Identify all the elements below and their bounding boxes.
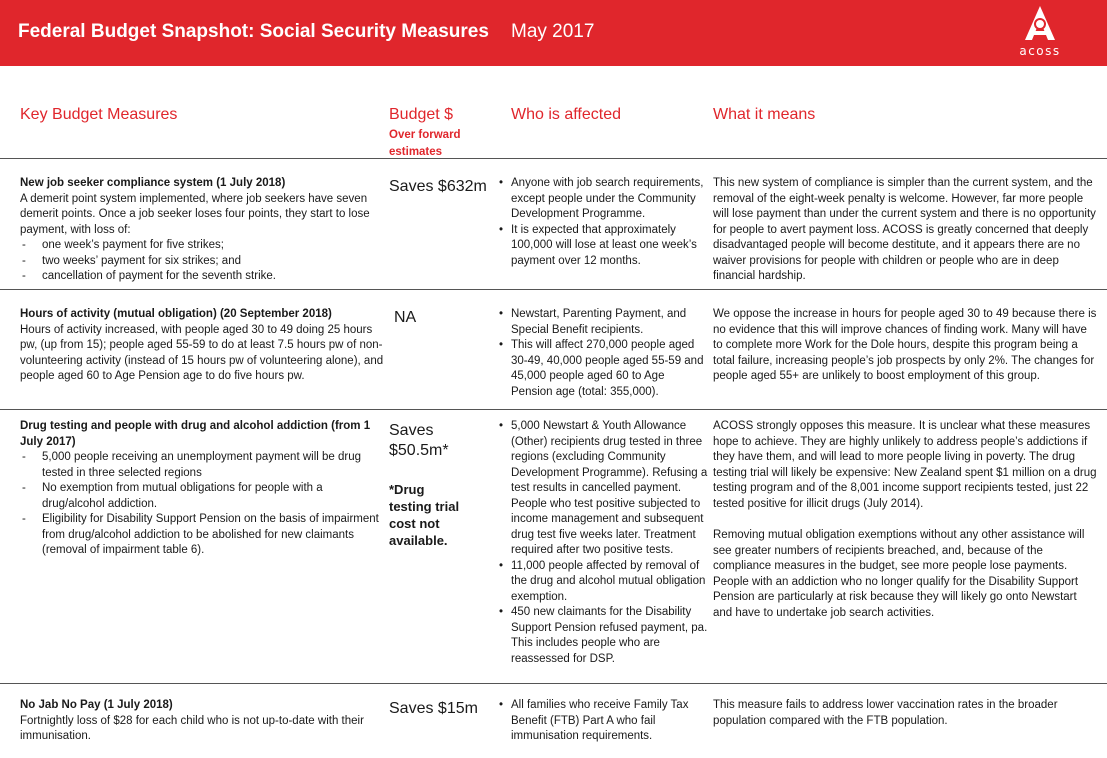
who-item: • Anyone with job search requirements, except people under the Community Development Programme. [499, 176, 709, 223]
column-header-who: Who is affected [511, 106, 621, 123]
who-list [499, 419, 709, 667]
who-item: • 11,000 people affected by removal of the drug and alcohol mutual obligation exemption. [499, 559, 709, 606]
who-item: • 5,000 Newstart & Youth Allowance (Other) recipients drug tested in three regions (excluding Community Development Programme). Refusing a test results in cancelled payment. People who test positive subjected to income management and subsequent drug test five weeks later. Treatment required after two positive tests. [499, 419, 709, 559]
measure-point: - 5,000 people receiving an unemployment payment will be drug tested in three selected regions [20, 450, 382, 481]
who-list [499, 698, 709, 745]
divider [0, 158, 1107, 159]
what-paragraph: This new system of compliance is simpler than the current system, and the removal of the eight-week penalty is welcome. However, far more people will lose payment than under the current system and there is no opportunity for people to avert payment loss. ACOSS is greatly concerned that deeply disadvantaged people will become destitute, and it appears there are no waiver provisions for people with children or people who are in deep financial hardship. [713, 177, 1096, 282]
measure-cell [20, 698, 386, 745]
budget-note: *Drug testing trial cost not available. [389, 482, 460, 548]
who-item: • It is expected that approximately 100,000 will lose at least one week’s payment over 12 months. [499, 223, 709, 270]
who-cell [499, 307, 709, 400]
measure-cell [20, 419, 382, 559]
what-paragraph: This measure fails to address lower vaccination rates in the broader population compared with the FTB population. [713, 699, 1058, 727]
who-item: • Newstart, Parenting Payment, and Special Benefit recipients. [499, 307, 709, 338]
who-cell [499, 176, 709, 269]
who-list [499, 307, 709, 400]
who-cell [499, 698, 709, 745]
measure-title: Hours of activity (mutual obligation) (20 September 2018) [20, 308, 332, 320]
logo-mark-icon [1013, 4, 1067, 46]
measure-description: A demerit point system implemented, where job seekers have seven demerit points. Once a job seeker loses four points, they start to lose payment, with loss of: [20, 192, 370, 236]
who-cell [499, 419, 709, 667]
divider [0, 289, 1107, 290]
divider [0, 683, 1107, 684]
who-item: • This will affect 270,000 people aged 30-49, 40,000 people aged 55-59 and 45,000 people aged 60 to Age Pension age (total: 355,000). [499, 338, 709, 400]
measure-title: No Jab No Pay (1 July 2018) [20, 699, 173, 711]
budget-amount: Saves $632m [389, 178, 487, 195]
measure-title: Drug testing and people with drug and alcohol addiction (from 1 July 2017) [20, 420, 371, 448]
measure-points [20, 450, 382, 559]
measure-point: - one week’s payment for five strikes; [20, 238, 386, 254]
budget-cell [389, 177, 504, 197]
measure-point: - two weeks’ payment for six strikes; and [20, 254, 386, 270]
measure-description: Fortnightly loss of $28 for each child who is not up-to-date with their immunisation. [20, 714, 364, 742]
measure-points [20, 238, 386, 285]
page-date: May 2017 [511, 21, 595, 42]
who-item: • All families who receive Family Tax Benefit (FTB) Part A who fail immunisation requirements. [499, 698, 709, 745]
budget-cell [389, 699, 504, 719]
budget-amount: Saves $50.5m* [389, 422, 449, 459]
who-item: • 450 new claimants for the Disability Support Pension refused payment, pa. This includes people who are reassessed for DSP. [499, 605, 709, 667]
header-banner [0, 0, 1107, 66]
what-cell [713, 176, 1099, 285]
acoss-logo [1013, 4, 1067, 60]
page-title: Federal Budget Snapshot: Social Security Measures [18, 21, 489, 42]
measure-cell [20, 307, 386, 385]
what-paragraph: Removing mutual obligation exemptions without any other assistance will see greater numbers of recipients breached, and, because of the compliance measures in the budget, see more people lose payments. People with an addiction who no longer qualify for the Disability Support Pension are particularly at risk because they will likely go onto Newstart and have to undertake job search activities. [713, 529, 1085, 619]
who-list [499, 176, 709, 269]
measure-point: - Eligibility for Disability Support Pension on the basis of impairment from drug/alcohol addiction to be abolished for new claimants (removal of impairment table 6). [20, 512, 382, 559]
column-subheader-budget: Over forward estimates [389, 129, 461, 158]
measure-point: - cancellation of payment for the seventh strike. [20, 269, 386, 285]
measure-title: New job seeker compliance system (1 July 2018) [20, 177, 286, 189]
what-cell [713, 419, 1099, 621]
budget-amount: Saves $15m [389, 700, 478, 717]
budget-cell [389, 421, 469, 549]
what-cell [713, 698, 1099, 729]
column-header-budget: Budget $ [389, 106, 454, 123]
measure-description: Hours of activity increased, with people aged 30 to 49 doing 25 hours pw, (up from 15); people aged 55-59 to do at least 7.5 hours pw of non-volunteering activity (instead of 15 hours pw of volunteering alone), and people aged 60 to Age Pension age to do five hours pw. [20, 323, 384, 382]
column-header-measures: Key Budget Measures [20, 106, 178, 123]
measure-cell [20, 176, 386, 285]
divider [0, 409, 1107, 410]
budget-cell [394, 308, 504, 328]
what-paragraph: ACOSS strongly opposes this measure. It is unclear what these measures hope to achieve. They are highly unlikely to address people’s addictions if they have them, and will lead to more people living in poverty. The drug testing trial will likely be expensive: New Zealand spent $1 million on a drug testing program and of the 8,001 income support recipients tested, just 22 tested positive for illicit drugs (July 2014). [713, 420, 1097, 510]
what-paragraph: We oppose the increase in hours for people aged 30 to 49 because there is no evidence that this will improve chances of finding work. Many will have to complete more Work for the Dole hours, despite this program being a total failure, increasing people’s job prospects by only 2%. The changes for people aged 55+ are unlikely to boost employment of this group. [713, 308, 1097, 382]
budget-amount: NA [394, 309, 417, 326]
what-cell [713, 307, 1099, 385]
measure-point: - No exemption from mutual obligations for people with a drug/alcohol addiction. [20, 481, 382, 512]
logo-text: acoss [1019, 44, 1061, 58]
column-header-what: What it means [713, 106, 816, 123]
